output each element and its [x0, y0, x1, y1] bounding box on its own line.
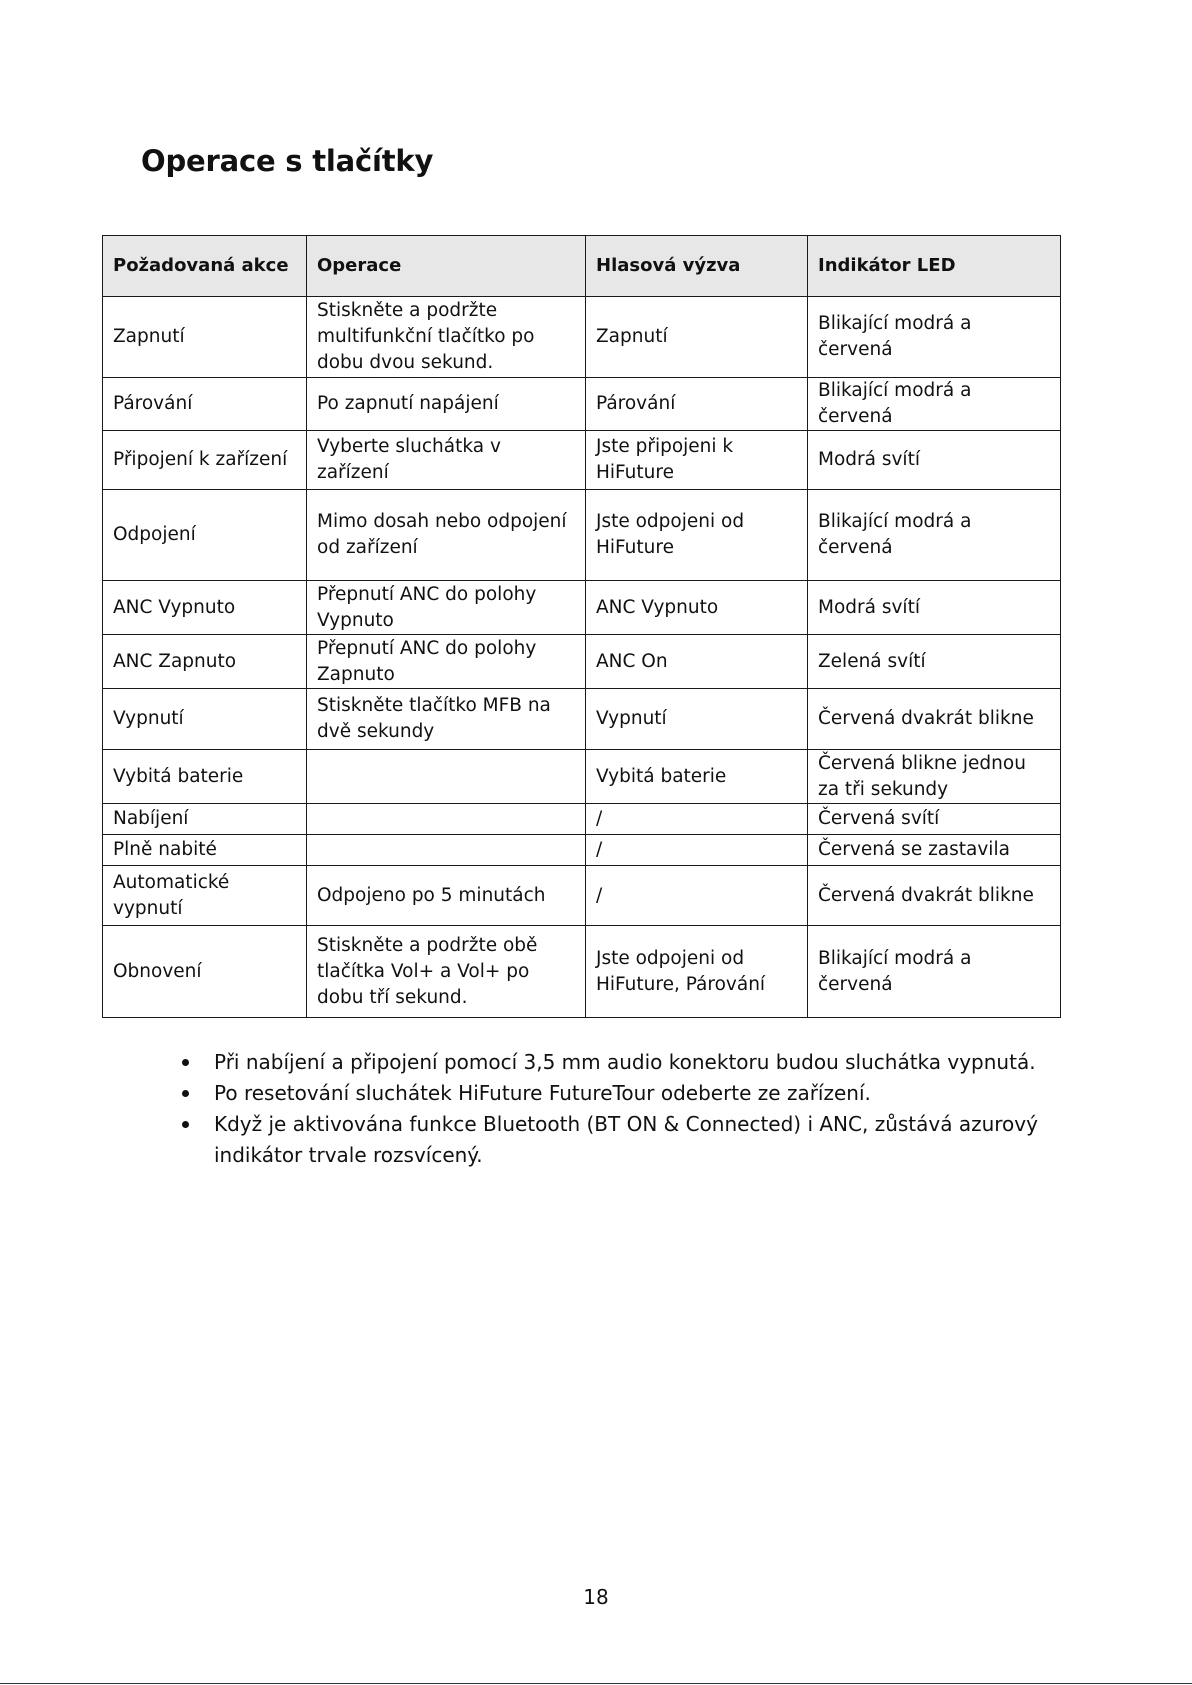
table-cell: Vybitá baterie — [103, 750, 307, 804]
table-cell: Červená dvakrát blikne — [808, 689, 1061, 750]
table-cell: Modrá svítí — [808, 431, 1061, 490]
table-row — [103, 378, 1061, 431]
table-cell: Odpojeno po 5 minutách — [307, 866, 586, 926]
table-cell: Stiskněte a podržte obě tlačítka Vol+ a Vol+ po dobu tří sekund. — [307, 926, 586, 1018]
header-cell: Požadovaná akce — [103, 236, 307, 297]
table-row — [103, 689, 1061, 750]
table-cell — [307, 804, 586, 835]
table-cell: Připojení k zařízení — [103, 431, 307, 490]
list-item: Když je aktivována funkce Bluetooth (BT ON & Connected) i ANC, zůstává azurový indikátor trvale rozsvícený. — [182, 1109, 1042, 1171]
table-cell: Blikající modrá a červená — [808, 926, 1061, 1018]
table-cell: ANC Vypnuto — [103, 581, 307, 635]
table-row — [103, 490, 1061, 581]
table-cell: Stiskněte a podržte multifunkční tlačítko po dobu dvou sekund. — [307, 297, 586, 378]
table-cell: Stiskněte tlačítko MFB na dvě sekundy — [307, 689, 586, 750]
table-cell: ANC Zapnuto — [103, 635, 307, 689]
table-cell: Blikající modrá a červená — [808, 490, 1061, 581]
header-cell: Indikátor LED — [808, 236, 1061, 297]
table-row — [103, 431, 1061, 490]
table-cell: Párování — [103, 378, 307, 431]
table-cell: Zelená svítí — [808, 635, 1061, 689]
table-cell: Mimo dosah nebo odpojení od zařízení — [307, 490, 586, 581]
table-row — [103, 750, 1061, 804]
page-title: Operace s tlačítky — [141, 144, 434, 178]
table-cell: ANC Vypnuto — [586, 581, 808, 635]
table-cell: Přepnutí ANC do polohy Zapnuto — [307, 635, 586, 689]
table-cell: Odpojení — [103, 490, 307, 581]
header-cell: Operace — [307, 236, 586, 297]
table-cell: Obnovení — [103, 926, 307, 1018]
table-cell: Vyberte sluchátka v zařízení — [307, 431, 586, 490]
table-cell: Červená dvakrát blikne — [808, 866, 1061, 926]
table-cell: Blikající modrá a červená — [808, 378, 1061, 431]
bottom-divider — [0, 1683, 1192, 1684]
table-cell: Červená se zastavila — [808, 835, 1061, 866]
table-row — [103, 926, 1061, 1018]
table-cell — [307, 750, 586, 804]
list-item: Při nabíjení a připojení pomocí 3,5 mm audio konektoru budou sluchátka vypnutá. — [182, 1047, 1042, 1078]
table-cell: Červená blikne jednou za tři sekundy — [808, 750, 1061, 804]
table-row — [103, 866, 1061, 926]
table-cell: / — [586, 866, 808, 926]
table-row — [103, 635, 1061, 689]
table-cell: Zapnutí — [586, 297, 808, 378]
table-cell: Blikající modrá a červená — [808, 297, 1061, 378]
table-row — [103, 835, 1061, 866]
table-cell: Plně nabité — [103, 835, 307, 866]
table-cell: Červená svítí — [808, 804, 1061, 835]
table-row — [103, 297, 1061, 378]
table-cell: Po zapnutí napájení — [307, 378, 586, 431]
table-cell: Vybitá baterie — [586, 750, 808, 804]
notes-list — [182, 1047, 1042, 1171]
table-row — [103, 804, 1061, 835]
page-number: 18 — [583, 1585, 609, 1609]
table-cell: Automatické vypnutí — [103, 866, 307, 926]
table-cell: / — [586, 835, 808, 866]
table-cell: Jste odpojeni od HiFuture — [586, 490, 808, 581]
table-header-row — [103, 236, 1061, 297]
table-cell: Párování — [586, 378, 808, 431]
header-cell: Hlasová výzva — [586, 236, 808, 297]
table-cell: Jste odpojeni od HiFuture, Párování — [586, 926, 808, 1018]
table-cell: ANC On — [586, 635, 808, 689]
table-cell: Modrá svítí — [808, 581, 1061, 635]
button-operations-table — [102, 235, 1061, 1018]
table-cell: / — [586, 804, 808, 835]
table-cell: Nabíjení — [103, 804, 307, 835]
table-cell: Vypnutí — [586, 689, 808, 750]
table-cell — [307, 835, 586, 866]
table-row — [103, 581, 1061, 635]
table-cell: Přepnutí ANC do polohy Vypnuto — [307, 581, 586, 635]
table-cell: Jste připojeni k HiFuture — [586, 431, 808, 490]
table-cell: Zapnutí — [103, 297, 307, 378]
list-item: Po resetování sluchátek HiFuture FutureTour odeberte ze zařízení. — [182, 1078, 1042, 1109]
table-cell: Vypnutí — [103, 689, 307, 750]
